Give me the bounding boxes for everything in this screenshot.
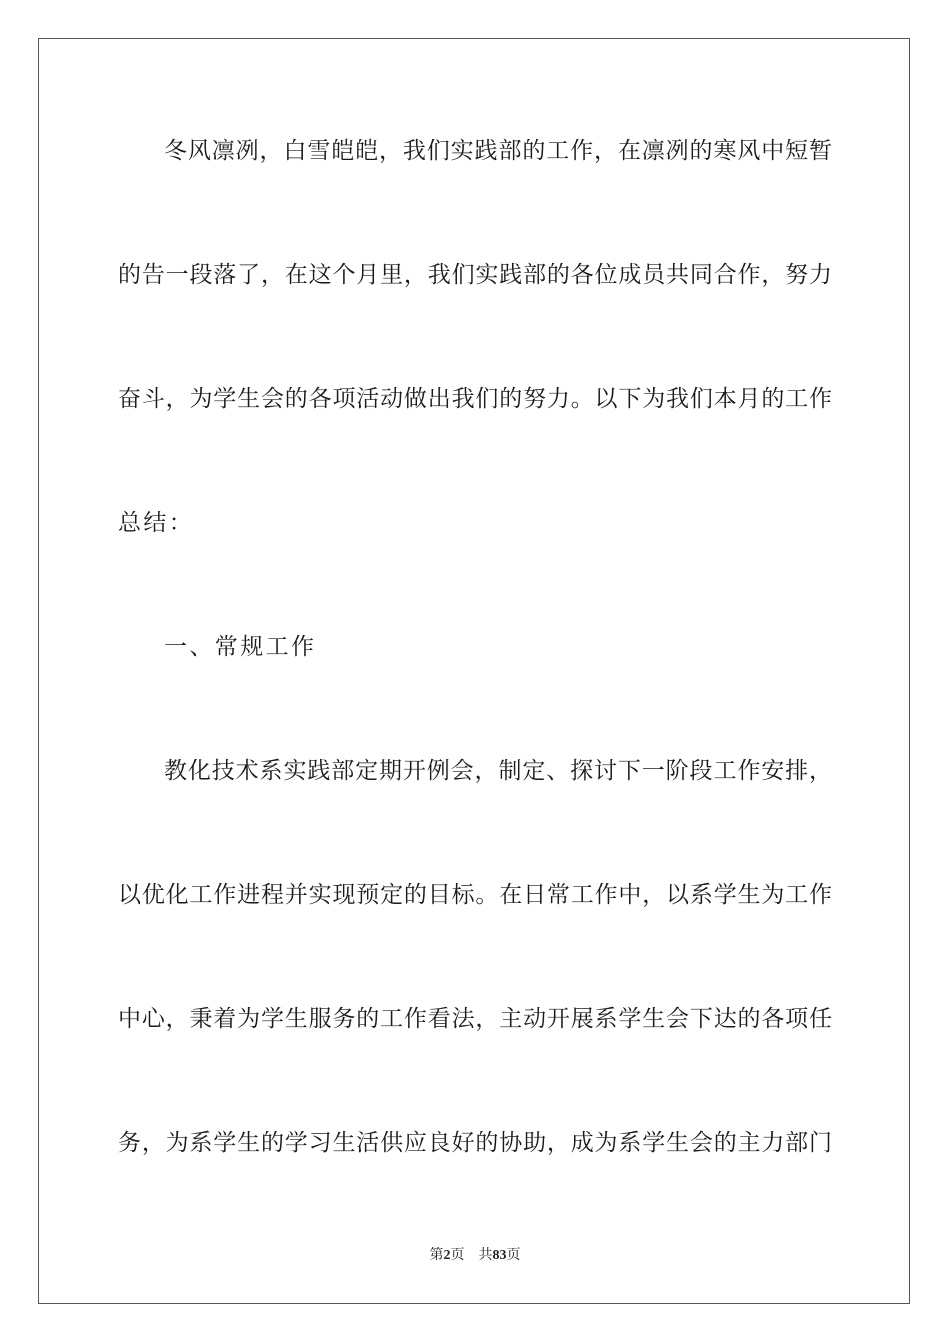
footer-page-suffix: 页 [450,1247,465,1263]
footer-page-prefix: 第 [429,1247,444,1263]
paragraph-1-line-4: 总结： [118,510,195,536]
section-heading: 一、常规工作 [164,634,317,660]
page-border [38,38,910,1304]
paragraph-2-line-3: 中心，秉着为学生服务的工作看法，主动开展系学生会下达的各项任 [118,1006,832,1032]
footer-total-pages: 83 [492,1248,507,1263]
paragraph-2-line-4: 务，为系学生的学习生活供应良好的协助，成为系学生会的主力部门 [118,1130,832,1156]
footer-total-prefix: 共 [478,1247,493,1263]
footer-total-suffix: 页 [506,1247,521,1263]
page-footer [0,1246,950,1265]
footer-page-number: 2 [443,1248,451,1263]
paragraph-2-line-1: 教化技术系实践部定期开例会，制定、探讨下一阶段工作安排， [164,758,832,784]
paragraph-2-line-2: 以优化工作进程并实现预定的目标。在日常工作中，以系学生为工作 [118,882,832,908]
paragraph-1-line-3: 奋斗，为学生会的各项活动做出我们的努力。以下为我们本月的工作 [118,386,832,412]
paragraph-1-line-2: 的告一段落了，在这个月里，我们实践部的各位成员共同合作，努力 [118,262,832,288]
paragraph-1-line-1: 冬风凛冽，白雪皑皑，我们实践部的工作，在凛冽的寒风中短暂 [164,138,832,164]
